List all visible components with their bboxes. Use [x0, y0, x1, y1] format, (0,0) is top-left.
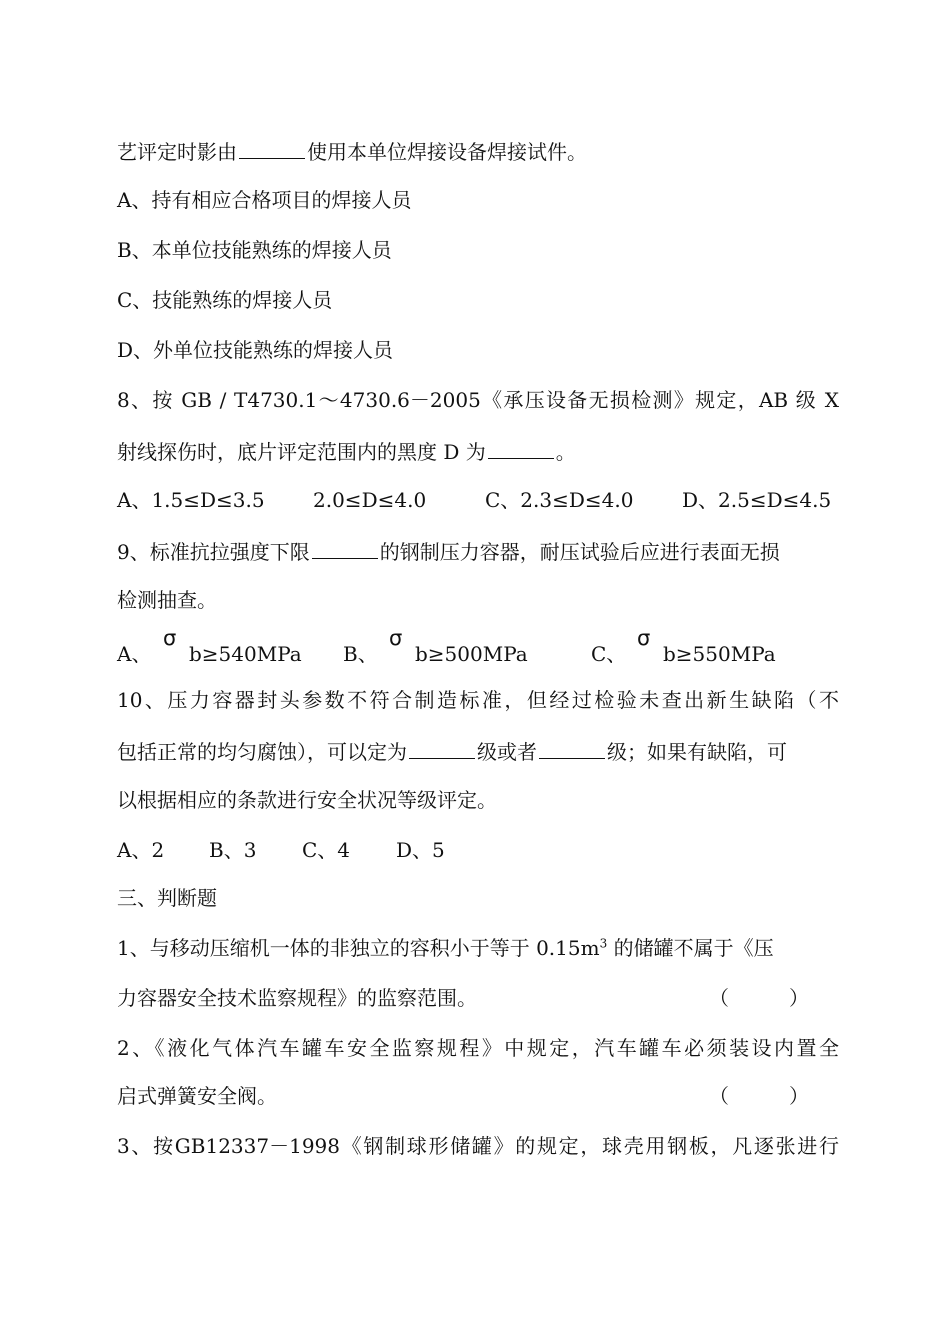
superscript: 3: [599, 936, 608, 951]
q9-option-a: [117, 626, 302, 668]
q8-option-d: D、2.5≤D≤4.5: [682, 488, 832, 512]
q7-stem-text: 艺评定时影由: [117, 140, 237, 164]
answer-blank: [539, 736, 605, 759]
q10-stem-line2: [117, 736, 839, 766]
q9-stem-line1: [117, 536, 839, 566]
q10-option-d: D、5: [396, 838, 445, 862]
q7-stem-text-end: 使用本单位焊接设备焊接试件。: [307, 140, 587, 164]
q8-stem-text-end: 。: [555, 440, 576, 464]
q9-option-a-prefix: A、: [117, 642, 152, 666]
answer-blank: [312, 536, 378, 559]
sigma-symbol: σ: [637, 626, 651, 650]
answer-blank: [239, 136, 305, 159]
q9-stem-line2: 检测抽查。: [117, 588, 217, 612]
q9-option-b-prefix: B、: [343, 642, 378, 666]
q9-option-c: [591, 626, 776, 668]
paren-open: （: [709, 986, 729, 1010]
q9-option-a-value: b≥540MPa: [189, 642, 302, 666]
q9-option-c-value: b≥550MPa: [663, 642, 776, 666]
paren-open: （: [709, 1084, 729, 1108]
q7-option-a: A、持有相应合格项目的焊接人员: [117, 188, 412, 212]
q8-option-b: 2.0≤D≤4.0: [313, 488, 427, 512]
q10-option-b: B、3: [209, 838, 257, 862]
q9-option-b-value: b≥500MPa: [415, 642, 528, 666]
section-heading: 三、判断题: [117, 886, 217, 910]
tf-q1-line2: [117, 984, 839, 1012]
tf-q1-text: 1、与移动压缩机一体的非独立的容积小于等于 0.15m: [117, 936, 600, 960]
q10-stem-line3: 以根据相应的条款进行安全状况等级评定。: [117, 788, 497, 812]
answer-blank: [409, 736, 475, 759]
paren-close: ）: [789, 1084, 809, 1108]
q10-stem-text: 包括正常的均匀腐蚀），可以定为: [117, 740, 407, 764]
q8-stem-line1: 8、按 GB / T4730.1～4730.6－2005《承压设备无损检测》规定，AB 级 X: [117, 388, 839, 412]
q10-stem-text-end: 级；如果有缺陷，可: [607, 740, 787, 764]
q7-option-c: C、技能熟练的焊接人员: [117, 288, 333, 312]
q10-stem-text-mid: 级或者: [477, 740, 537, 764]
tf-q1-text-2: 力容器安全技术监察规程》的监察范围。: [117, 986, 477, 1010]
answer-parentheses: [709, 1082, 809, 1110]
tf-q3-line1: 3、按GB12337－1998《钢制球形储罐》的规定，球壳用钢板，凡逐张进行: [117, 1134, 839, 1158]
answer-parentheses: [709, 984, 809, 1012]
q10-option-a: A、2: [117, 838, 165, 862]
q8-stem-text: 射线探伤时，底片评定范围内的黑度 D 为: [117, 440, 486, 464]
q8-stem-line2: [117, 436, 839, 466]
answer-blank: [488, 436, 554, 459]
tf-q2-line2: [117, 1082, 839, 1110]
q7-stem: [117, 136, 839, 166]
tf-q2-line1: 2、《液化气体汽车罐车安全监察规程》中规定，汽车罐车必须装设内置全: [117, 1036, 839, 1060]
tf-q2-text-2: 启式弹簧安全阀。: [117, 1084, 277, 1108]
tf-q1-text-end: 的储罐不属于《压: [607, 936, 774, 960]
q10-option-c: C、4: [302, 838, 351, 862]
q7-option-b: B、本单位技能熟练的焊接人员: [117, 238, 392, 262]
q8-option-a: A、1.5≤D≤3.5: [117, 488, 265, 512]
q9-option-b: [343, 626, 528, 668]
q9-option-c-prefix: C、: [591, 642, 627, 666]
tf-q1-line1: [117, 934, 839, 962]
q8-option-c: C、2.3≤D≤4.0: [485, 488, 634, 512]
sigma-symbol: σ: [389, 626, 403, 650]
q7-option-d: D、外单位技能熟练的焊接人员: [117, 338, 394, 362]
q9-stem-text: 9、标准抗拉强度下限: [117, 540, 310, 564]
sigma-symbol: σ: [163, 626, 177, 650]
q10-stem-line1: 10、压力容器封头参数不符合制造标准，但经过检验未查出新生缺陷（不: [117, 688, 839, 712]
q9-stem-text-end: 的钢制压力容器，耐压试验后应进行表面无损: [379, 540, 780, 564]
paren-close: ）: [789, 986, 809, 1010]
